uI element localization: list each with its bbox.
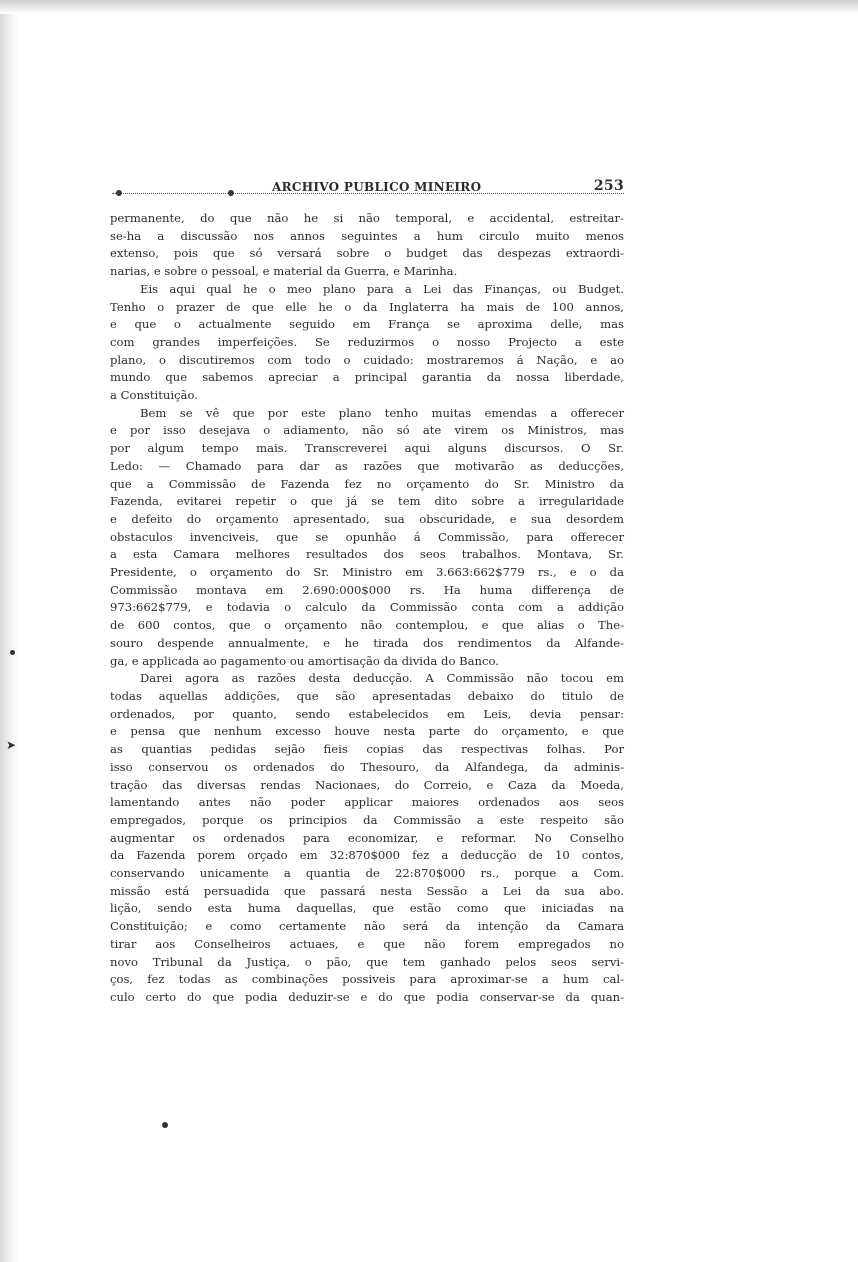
text-line: todas aquellas addições, que são apresentadas debaixo do titulo de bbox=[110, 688, 624, 703]
text-line: Eis aqui qual he o meo plano para a Lei das Finanças, ou Budget. bbox=[140, 281, 624, 296]
text-line: Fazenda, evitarei repetir o que já se tem dito sobre a irregularidade bbox=[110, 494, 624, 509]
text-line: a esta Camara melhores resultados dos seos trabalhos. Montava, Sr. bbox=[110, 547, 624, 562]
body-text bbox=[110, 210, 624, 1007]
text-line: a Constituição. bbox=[110, 388, 198, 403]
text-line: tirar aos Conselheiros actuaes, e que não forem empregados no bbox=[110, 936, 624, 951]
text-line: por algum tempo mais. Transcreverei aqui alguns discursos. O Sr. bbox=[110, 441, 624, 456]
text-line: e defeito do orçamento apresentado, sua obscuridade, e sua desordem bbox=[110, 511, 624, 526]
text-line: empregados, porque os principios da Commissão a este respeito são bbox=[110, 812, 624, 827]
text-line: e por isso desejava o adiamento, não só ate virem os Ministros, mas bbox=[110, 423, 624, 438]
page-shadow-left bbox=[0, 0, 20, 1262]
text-line: narias, e sobre o pessoal, e material da Guerra, e Marinha. bbox=[110, 264, 458, 279]
text-line: isso conservou os ordenados do Thesouro, da Alfandega, da adminis- bbox=[110, 759, 624, 774]
text-line: ordenados, por quanto, sendo estabelecidos em Leis, devia pensar: bbox=[110, 706, 624, 721]
text-line: e que o actualmente seguido em França se aproxima delle, mas bbox=[110, 317, 624, 332]
page-number: 253 bbox=[593, 178, 624, 194]
text-line: ços, fez todas as combinações possiveis para aproximar-se a hum cal- bbox=[110, 972, 624, 987]
text-line: Constituição; e como certamente não será da intenção da Camara bbox=[110, 919, 624, 934]
text-line: mundo que sabemos apreciar a principal garantia da nossa liberdade, bbox=[110, 370, 624, 385]
text-line: que a Commissão de Fazenda fez no orçamento do Sr. Ministro da bbox=[110, 476, 624, 491]
text-line: conservando unicamente a quantia de 22:870$000 rs., porque a Com. bbox=[110, 866, 624, 881]
text-line: lição, sendo esta huma daquellas, que estão como que iniciadas na bbox=[110, 901, 624, 916]
text-line: Bem se vê que por este plano tenho muitas emendas a offerecer bbox=[140, 405, 624, 420]
text-line: permanente, do que não he si não temporal, e accidental, estreitar- bbox=[110, 211, 624, 225]
text-line: culo certo do que podia deduzir-se e do que podia conservar-se da quan- bbox=[110, 989, 624, 1004]
margin-arrow-icon: ➤ bbox=[6, 738, 17, 752]
text-line: da Fazenda porem orçado em 32:870$000 fez a deducção de 10 contos, bbox=[110, 848, 624, 863]
header-title: ARCHIVO PUBLICO MINEIRO bbox=[272, 180, 482, 194]
text-line: Commissão montava em 2.690:000$000 rs. Ha huma differença de bbox=[110, 582, 624, 597]
text-line: ga, e applicada ao pagamento ou amortisação da divida do Banco. bbox=[110, 653, 499, 668]
text-line: 973:662$779, e todavia o calculo da Commissão conta com a addição bbox=[110, 600, 624, 615]
text-line: augmentar os ordenados para economizar, e reformar. No Conselho bbox=[110, 830, 624, 845]
margin-dot bbox=[10, 650, 15, 655]
text-line: souro despende annualmente, e he tirada dos rendimentos da Alfande- bbox=[110, 635, 624, 650]
text-line: obstaculos invenciveis, que se opunhão á Commissão, para offerecer bbox=[110, 529, 624, 544]
text-line: novo Tribunal da Justiça, o pão, que tem ganhado pelos seos servi- bbox=[110, 954, 624, 969]
page-shadow-top bbox=[0, 0, 858, 14]
text-line: lamentando antes não poder applicar maiores ordenados aos seos bbox=[110, 795, 624, 810]
text-line: as quantias pedidas sejão fieis copias das respectivas folhas. Por bbox=[110, 742, 624, 757]
header-rule bbox=[112, 193, 624, 194]
text-line: se-ha a discussão nos annos seguintes a hum circulo muito menos bbox=[110, 228, 624, 243]
text-line: de 600 contos, que o orçamento não contemplou, e que alias o The- bbox=[110, 618, 624, 633]
bottom-dot bbox=[162, 1122, 168, 1128]
text-line: Ledo: — Chamado para dar as razões que motivarão as deducções, bbox=[110, 458, 624, 473]
text-line: plano, o discutiremos com todo o cuidado: mostraremos á Nação, e ao bbox=[110, 352, 624, 367]
text-line: missão está persuadida que passará nesta Sessão a Lei da sua abo. bbox=[110, 883, 624, 898]
text-line: Tenho o prazer de que elle he o da Inglaterra ha mais de 100 annos, bbox=[110, 299, 624, 314]
text-line: Darei agora as razões desta deducção. A Commissão não tocou em bbox=[140, 671, 624, 686]
text-line: com grandes imperfeições. Se reduzirmos o nosso Projecto a este bbox=[110, 334, 624, 349]
text-line: e pensa que nenhum excesso houve nesta parte do orçamento, e que bbox=[110, 724, 624, 739]
text-line: extenso, pois que só versará sobre o budget das despezas extraordi- bbox=[110, 246, 624, 261]
running-header bbox=[112, 178, 624, 200]
text-line: Presidente, o orçamento do Sr. Ministro em 3.663:662$779 rs., e o da bbox=[110, 565, 624, 580]
text-line: tração das diversas rendas Nacionaes, do Correio, e Caza da Moeda, bbox=[110, 777, 624, 792]
